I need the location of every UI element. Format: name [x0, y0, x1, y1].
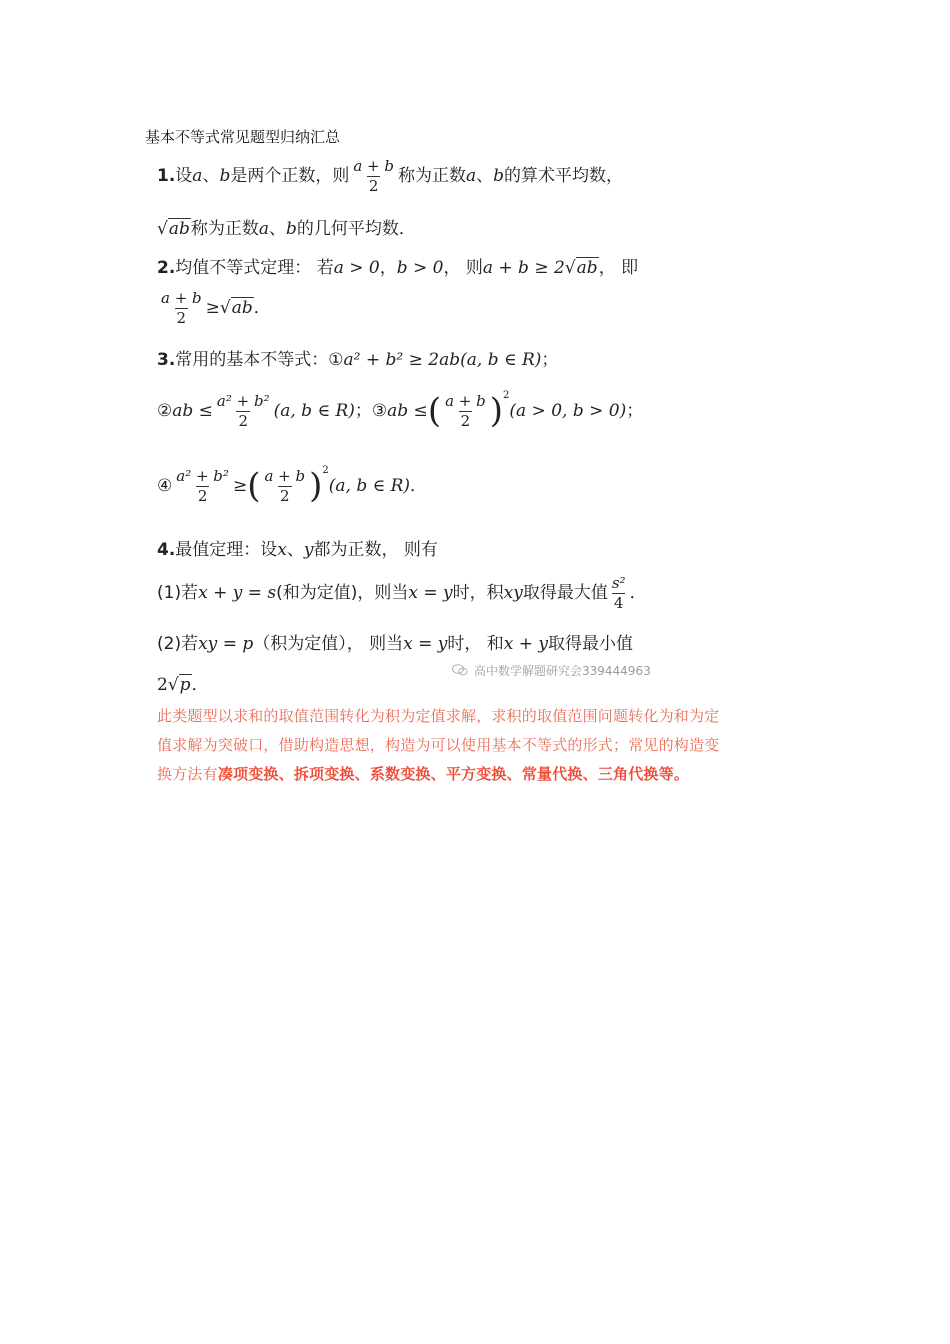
note-highlight: 凑项变换、拆项变换、系数变换、平方变换、常量代换、三角代换等。 [217, 765, 690, 783]
frac-numerator: a + b [161, 289, 202, 307]
text: 是两个正数，则 [230, 166, 350, 186]
circled-4: ④ [157, 476, 173, 496]
summary-note [157, 702, 727, 789]
sep: 、 [202, 166, 220, 186]
var-b: b [286, 219, 297, 239]
text: 时， 和 [447, 634, 504, 654]
section-4-item-2 [157, 629, 633, 654]
formula-2-lhs: ab ≤ [172, 401, 213, 421]
paren-left: ( [247, 466, 261, 506]
cond-b: b > 0 [396, 258, 444, 278]
period: ． [410, 476, 428, 496]
frac-numerator: s² [611, 574, 626, 592]
ge-sign: ≥ [205, 298, 220, 318]
section-1-number: 1. [157, 166, 176, 186]
item-label: (2)若 [157, 634, 199, 654]
document-title: 基本不等式常见题型归纳汇总 [145, 128, 341, 146]
cond: x = y [408, 583, 453, 603]
wechat-icon [452, 664, 468, 676]
coef: 2 [157, 675, 168, 695]
formula-1: a² + b² ≥ 2ab(a, b ∈ R) [343, 350, 542, 370]
section-2-number: 2. [157, 258, 176, 278]
fraction [443, 393, 488, 429]
sep: ； [354, 401, 372, 421]
product: xy [503, 583, 523, 603]
exponent: 2 [503, 390, 510, 401]
paren-right: ) [309, 466, 323, 506]
watermark-text: 高中数学解题研究会339444963 [474, 664, 651, 678]
frac-denominator: 2 [460, 411, 471, 430]
item-label: (1)若 [157, 583, 199, 603]
frac-numerator: a + b [353, 157, 394, 175]
fraction [610, 575, 628, 611]
frac-denominator: 2 [197, 486, 208, 505]
var-a: a [258, 219, 270, 239]
period: ． [191, 675, 209, 695]
radicand: ab [231, 298, 253, 318]
frac-numerator: a + b [264, 467, 306, 485]
radicand: ab [576, 258, 598, 278]
radicand: p [179, 675, 191, 695]
circled-2: ② [157, 401, 173, 421]
frac-denominator: 2 [176, 308, 187, 327]
frac-denominator: 2 [280, 486, 290, 505]
exponent: 2 [322, 465, 329, 476]
watermark [452, 662, 651, 679]
section-2-line-2 [157, 290, 271, 326]
frac-denominator: 4 [613, 593, 624, 612]
sep: 、 [269, 219, 287, 239]
text: 都为正数， 则有 [313, 540, 438, 560]
text: ， 即 [598, 258, 639, 278]
paren-right: ) [489, 391, 503, 431]
fraction [215, 393, 272, 429]
fraction [174, 468, 231, 504]
fraction-mean [351, 158, 396, 194]
var-x: x [277, 540, 287, 560]
frac-denominator: 2 [238, 411, 249, 430]
period: ． [253, 298, 271, 318]
radicand: ab [168, 219, 190, 239]
circled-3: ③ [371, 401, 388, 421]
var-a: a [465, 166, 477, 186]
var-b: b [219, 166, 231, 186]
var-b: b [493, 166, 505, 186]
text: 时，积 [452, 583, 504, 603]
sqrt-ab: √ab [564, 258, 598, 278]
section-3-line-3 [157, 466, 427, 506]
ge-sign: ≥ [232, 476, 248, 496]
text: 设 [175, 166, 193, 186]
sep: ； [626, 401, 644, 421]
text: 的几何平均数． [296, 219, 416, 239]
frac-numerator: a² + b² [176, 467, 229, 485]
cond-a: a > 0 [333, 258, 380, 278]
section-4-line-1 [157, 535, 438, 560]
text: 最值定理：设 [175, 540, 278, 560]
text: 称为正数 [397, 166, 466, 186]
section-3-number: 3. [157, 350, 176, 370]
formula-2-cond: (a, b ∈ R) [273, 401, 355, 421]
section-1-line-1 [157, 158, 623, 194]
frac-denominator: 2 [368, 176, 379, 195]
text: 取得最小值 [548, 634, 634, 654]
section-3-line-2 [157, 391, 643, 431]
fraction-mean [159, 290, 204, 326]
section-1-line-2 [157, 214, 416, 239]
section-4-item-1 [157, 575, 647, 611]
sqrt-p: √p [167, 675, 191, 695]
eq: xy = p [198, 634, 254, 654]
formula-3-lhs: ab ≤ [387, 401, 428, 421]
sqrt-ab: √ab [157, 219, 190, 239]
frac-numerator: a + b [445, 392, 486, 410]
frac-numerator: a² + b² [216, 392, 270, 410]
period: ． [629, 583, 647, 603]
fraction [262, 468, 307, 504]
sep: ； [541, 350, 559, 370]
text: 均值不等式定理： 若 [175, 258, 334, 278]
inequality: a + b ≥ 2 [482, 258, 565, 278]
formula-4-cond: (a, b ∈ R) [328, 476, 411, 496]
var-a: a [192, 166, 203, 186]
sep: 、 [476, 166, 494, 186]
text: (和为定值)，则当 [276, 583, 409, 603]
section-3-line-1 [157, 345, 558, 370]
text: 称为正数 [190, 219, 259, 239]
section-4-number: 4. [157, 540, 176, 560]
sqrt-ab: √ab [219, 298, 253, 318]
sep: 、 [286, 540, 304, 560]
section-4-item-2-result [157, 670, 209, 695]
paren-left: ( [427, 391, 442, 431]
text: 则 [465, 258, 483, 278]
var-y: y [303, 540, 314, 560]
cond: x = y [403, 634, 448, 654]
text: 的算术平均数， [504, 166, 624, 186]
text: 取得最大值 [522, 583, 608, 603]
formula-3-cond: (a > 0, b > 0) [509, 401, 627, 421]
text: （积为定值）， 则当 [253, 634, 404, 654]
section-2-line-1: 2.均值不等式定理： 若a > 0，b > 0， 则a + b ≥ 2√ab， 即 [157, 258, 639, 278]
note-text: 此类题型以求和的取值范围转化为积为定值求解，求积的取值范围问题转化为和为定值求解为突破口，借助构造思想，构造为可以使用基本不等式的形式；常见的构造变换方法有 [157, 707, 720, 783]
eq: x + y = s [198, 583, 277, 603]
text: 常用的基本不等式：① [175, 350, 344, 370]
sum: x + y [503, 634, 549, 654]
